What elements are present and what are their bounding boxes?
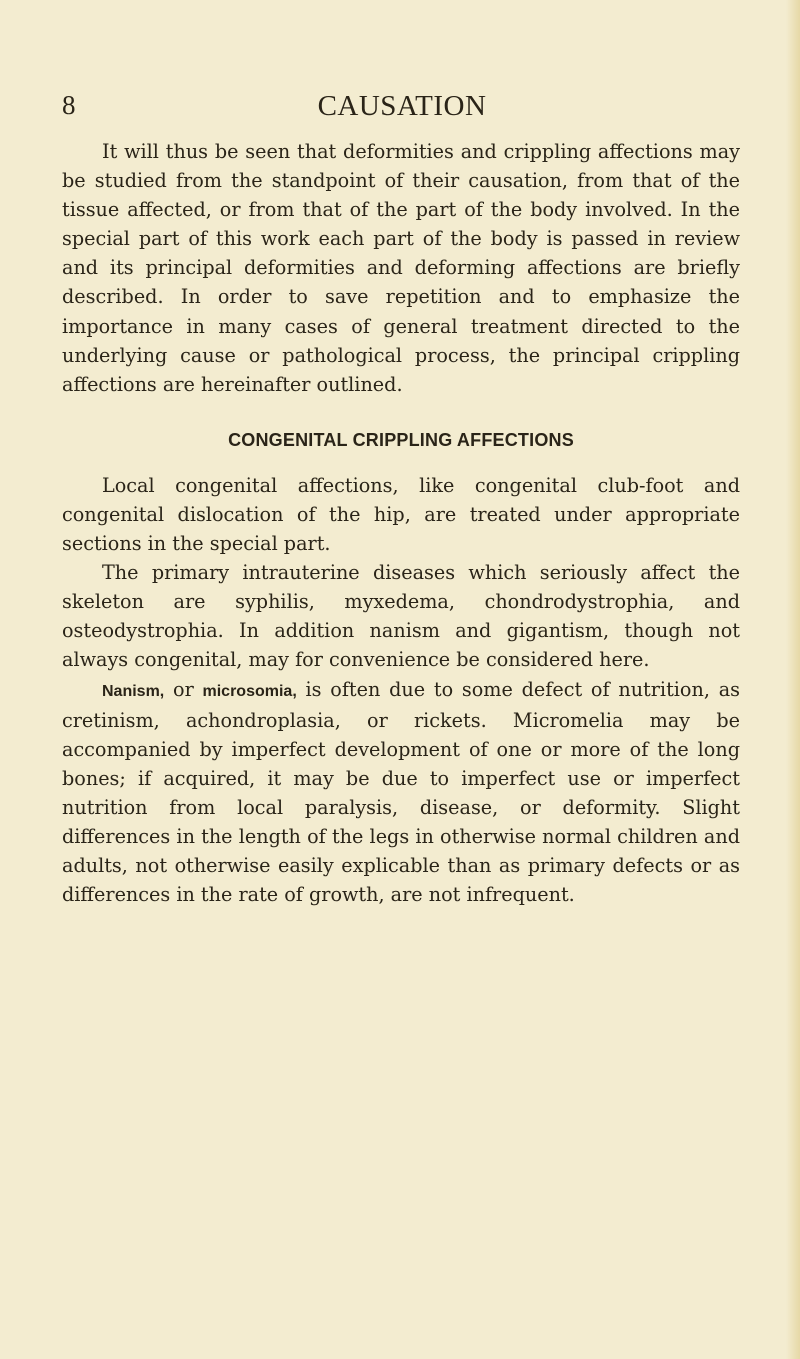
paragraph-intrauterine-diseases: The primary intrauterine diseases which seriously affect the skeleton are syphilis, myxedema, chondrodystrophia, and osteodystrophia. In addition nanism and gigantism, though not always congenital, may for convenience be considered here. xyxy=(62,561,740,672)
paragraph-local-affections: Local congenital affections, like congenital club-foot and congenital dislocation of the hip, are treated under appropriate sections in the special part. xyxy=(62,473,740,556)
page-header xyxy=(62,92,742,132)
text-block xyxy=(62,137,740,909)
paragraph-intro: It will thus be seen that deformities and crippling affections may be studied from the standpoint of their causation, from that of the tissue affected, or from that of the part of the body involved. In the special part of this work each part of the body is passed in review and its principal deformities and deforming affections are briefly described. In order to save repetition and to emphasize the importance in many cases of general treatment directed to the underlying cause or pathological process, the principal crippling affections are hereinafter outlined. xyxy=(62,140,740,396)
section-heading: CONGENITAL CRIPPLING AFFECTIONS xyxy=(228,429,574,450)
running-head: CAUSATION xyxy=(317,90,487,122)
page-edge-shadow xyxy=(786,0,800,1359)
page-number: 8 xyxy=(62,90,76,120)
run-in-heading-nanism: Nanism, xyxy=(102,682,165,700)
run-in-heading-microsomia: microsomia, xyxy=(202,682,297,700)
paragraph-nanism-text: is often due to some defect of nutrition, as cretinism, achondroplasia, or rickets. Micromelia may be accompanied by imperfect development of one or more of the long bones; if acquired, it may be due to imperfect use or imperfect nutrition from local paralysis, disease, or deformity. Slight differences in the length of the legs in otherwise normal children and adults, not otherwise easily explicable than as primary defects or as differences in the rate of growth, are not infrequent. xyxy=(62,677,740,907)
paragraph-nanism xyxy=(62,675,740,910)
connector-text: or xyxy=(164,677,203,701)
